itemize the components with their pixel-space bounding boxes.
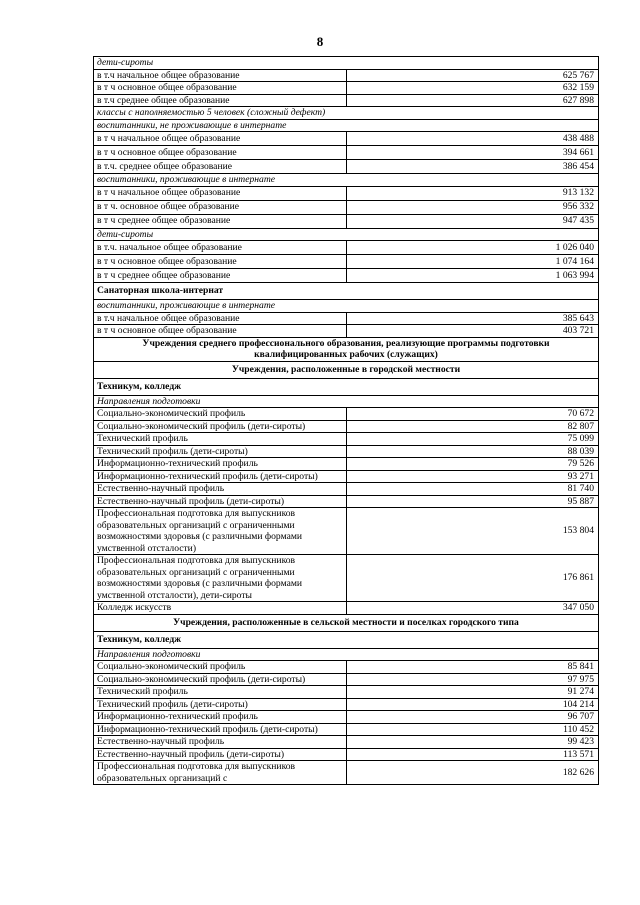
row-value: 85 841	[346, 661, 599, 674]
row-label: Профессиональная подготовка для выпускников образовательных организаций с ограниченными возможностями здоровья (с различными формами умственной отсталости)	[94, 508, 347, 555]
row-label: в т.ч начальное общее образование	[94, 69, 347, 82]
row-value: 627 898	[346, 94, 599, 107]
row-label: Технический профиль	[94, 686, 347, 699]
row-label: Технический профиль (дети-сироты)	[94, 698, 347, 711]
row-value: 113 571	[346, 748, 599, 761]
row-value: 1 063 994	[346, 269, 599, 283]
row-value: 75 099	[346, 433, 599, 446]
table-row	[94, 82, 599, 95]
row-label: в т ч основное общее образование	[94, 255, 347, 269]
row-value: 403 721	[346, 325, 599, 338]
section-label-row	[94, 395, 599, 408]
section-label-row	[94, 107, 599, 120]
row-label: Техникум, колледж	[94, 378, 599, 395]
table-row	[94, 241, 599, 255]
row-value: 956 332	[346, 200, 599, 214]
row-value: 625 767	[346, 69, 599, 82]
row-value: 91 274	[346, 686, 599, 699]
table-row	[94, 214, 599, 228]
row-label: Колледж искусств	[94, 602, 347, 615]
row-label: в т.ч. среднее общее образование	[94, 160, 347, 174]
table-row	[94, 470, 599, 483]
row-value: 70 672	[346, 408, 599, 421]
row-label: Техникум, колледж	[94, 631, 599, 648]
table-row	[94, 420, 599, 433]
location-heading-row	[94, 361, 599, 378]
row-label: Профессиональная подготовка для выпускников образовательных организаций с ограниченными возможностями здоровья (с различными формами умственной отсталости), дети-сироты	[94, 555, 347, 602]
row-value: 182 626	[346, 761, 599, 785]
row-value: 385 643	[346, 312, 599, 325]
row-label: Социально-экономический профиль	[94, 408, 347, 421]
table-row	[94, 555, 599, 602]
row-label: дети-сироты	[94, 228, 599, 241]
table-row	[94, 508, 599, 555]
row-value: 88 039	[346, 445, 599, 458]
row-label: Учреждения, расположенные в сельской местности и поселках городского типа	[94, 614, 599, 631]
section-label-row	[94, 228, 599, 241]
tariff-table	[93, 56, 599, 785]
row-label: Технический профиль (дети-сироты)	[94, 445, 347, 458]
subheading-row	[94, 378, 599, 395]
row-value: 632 159	[346, 82, 599, 95]
table-row	[94, 146, 599, 160]
row-value: 96 707	[346, 711, 599, 724]
row-value: 394 661	[346, 146, 599, 160]
table-row	[94, 69, 599, 82]
row-label: Профессиональная подготовка для выпускников образовательных организаций с	[94, 761, 347, 785]
table-row	[94, 711, 599, 724]
table-row	[94, 686, 599, 699]
row-label: в т ч среднее общее образование	[94, 214, 347, 228]
row-label: Информационно-технический профиль (дети-сироты)	[94, 723, 347, 736]
row-value: 1 074 164	[346, 255, 599, 269]
row-value: 95 887	[346, 495, 599, 508]
table-row	[94, 736, 599, 749]
row-label: в т ч начальное общее образование	[94, 186, 347, 200]
table-row	[94, 186, 599, 200]
row-label: в т ч. основное общее образование	[94, 200, 347, 214]
section-label-row	[94, 174, 599, 187]
row-value: 153 804	[346, 508, 599, 555]
table-row	[94, 269, 599, 283]
section-label-row	[94, 119, 599, 132]
row-label: Санаторная школа-интернат	[94, 283, 599, 300]
row-label: Естественно-научный профиль (дети-сироты)	[94, 748, 347, 761]
table-row	[94, 661, 599, 674]
row-label: в т.ч начальное общее образование	[94, 312, 347, 325]
row-value: 386 454	[346, 160, 599, 174]
row-value: 1 026 040	[346, 241, 599, 255]
table-row	[94, 495, 599, 508]
row-label: Направления подготовки	[94, 395, 599, 408]
table-row	[94, 445, 599, 458]
section-label-row	[94, 57, 599, 70]
row-label: в т.ч. начальное общее образование	[94, 241, 347, 255]
table-row	[94, 408, 599, 421]
main-heading-row	[94, 337, 599, 361]
table-row	[94, 160, 599, 174]
table-row	[94, 483, 599, 496]
row-value: 176 861	[346, 555, 599, 602]
table-row	[94, 723, 599, 736]
page-number: 8	[316, 34, 324, 49]
row-value: 81 740	[346, 483, 599, 496]
row-value: 347 050	[346, 602, 599, 615]
table-row	[94, 200, 599, 214]
row-value: 110 452	[346, 723, 599, 736]
table-row	[94, 673, 599, 686]
row-value: 97 975	[346, 673, 599, 686]
row-label: в т ч основное общее образование	[94, 146, 347, 160]
subheading-row	[94, 283, 599, 300]
row-value: 438 488	[346, 132, 599, 146]
row-label: в т ч основное общее образование	[94, 82, 347, 95]
section-label-row	[94, 648, 599, 661]
subheading-row	[94, 631, 599, 648]
table-row	[94, 761, 599, 785]
table-row	[94, 602, 599, 615]
table-row	[94, 458, 599, 471]
row-label: Естественно-научный профиль (дети-сироты)	[94, 495, 347, 508]
row-value: 79 526	[346, 458, 599, 471]
row-label: Технический профиль	[94, 433, 347, 446]
row-value: 913 132	[346, 186, 599, 200]
table-row	[94, 312, 599, 325]
row-label: Информационно-технический профиль (дети-сироты)	[94, 470, 347, 483]
table-row	[94, 325, 599, 338]
row-label: в т ч начальное общее образование	[94, 132, 347, 146]
table-row	[94, 433, 599, 446]
row-value: 82 807	[346, 420, 599, 433]
row-label: Естественно-научный профиль	[94, 736, 347, 749]
row-label: Информационно-технический профиль	[94, 711, 347, 724]
table-row	[94, 94, 599, 107]
row-label: Социально-экономический профиль (дети-сироты)	[94, 420, 347, 433]
row-label: классы с наполняемостью 5 человек (сложный дефект)	[94, 107, 599, 120]
row-label: в т.ч среднее общее образование	[94, 94, 347, 107]
row-label: в т ч среднее общее образование	[94, 269, 347, 283]
row-value: 104 214	[346, 698, 599, 711]
row-label: дети-сироты	[94, 57, 599, 70]
table-row	[94, 132, 599, 146]
row-label: Естественно-научный профиль	[94, 483, 347, 496]
row-label: Социально-экономический профиль	[94, 661, 347, 674]
row-value: 93 271	[346, 470, 599, 483]
row-label: Учреждения среднего профессионального образования, реализующие программы подготовки квалифицированных рабочих (служащих)	[94, 337, 599, 361]
table-row	[94, 255, 599, 269]
row-label: воспитанники, не проживающие в интернате	[94, 119, 599, 132]
row-label: воспитанники, проживающие в интернате	[94, 300, 599, 313]
table-row	[94, 698, 599, 711]
location-heading-row	[94, 614, 599, 631]
section-label-row	[94, 300, 599, 313]
row-value: 947 435	[346, 214, 599, 228]
row-label: Учреждения, расположенные в городской местности	[94, 361, 599, 378]
row-label: Социально-экономический профиль (дети-сироты)	[94, 673, 347, 686]
row-label: в т ч основное общее образование	[94, 325, 347, 338]
table-row	[94, 748, 599, 761]
row-label: Информационно-технический профиль	[94, 458, 347, 471]
row-label: воспитанники, проживающие в интернате	[94, 174, 599, 187]
row-value: 99 423	[346, 736, 599, 749]
row-label: Направления подготовки	[94, 648, 599, 661]
